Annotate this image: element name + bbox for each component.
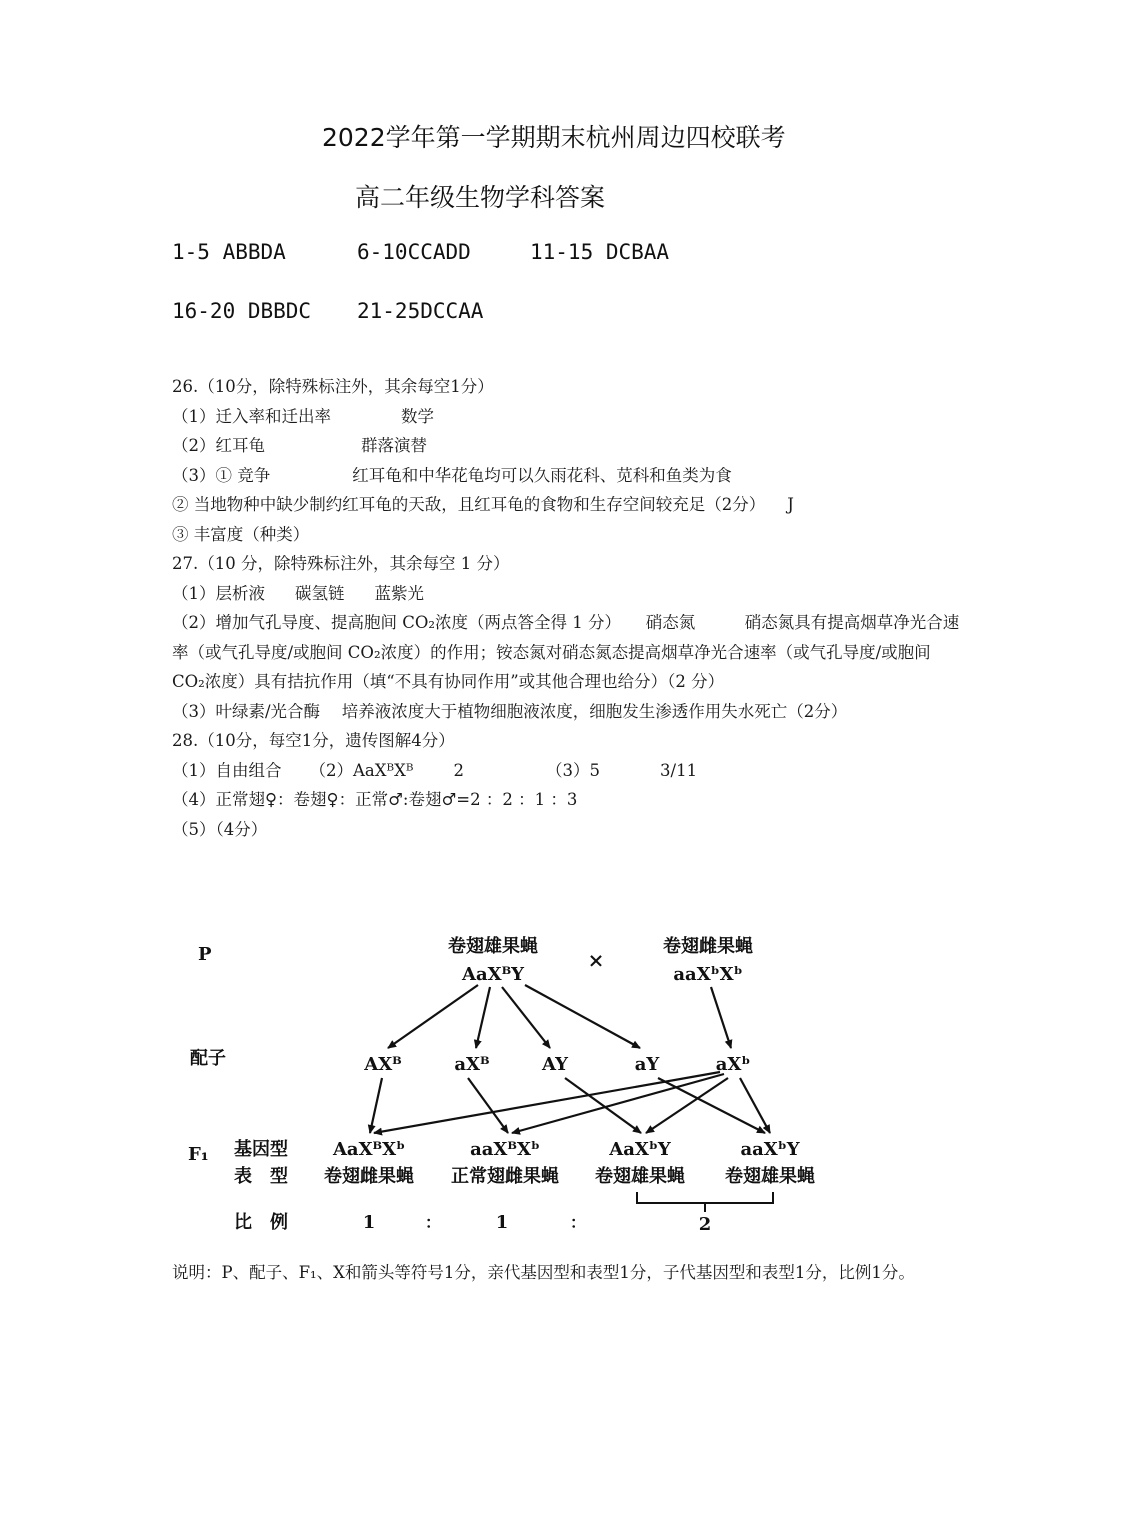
gamete-to-offspring-arrows xyxy=(370,1072,770,1133)
f1-phenotype-1: 卷翅雌果蝇 xyxy=(324,1166,414,1187)
q26-part3-item3: ③ 丰富度（种类） xyxy=(172,524,310,544)
q26-part2-answer-a: （2）红耳龟 xyxy=(172,436,265,455)
q27-part3: （3）叶绿素/光合酶 培养液浓度大于植物细胞液浓度，细胞发生渗透作用失水死亡（2分） xyxy=(172,701,848,721)
row-label-parent: P xyxy=(198,944,212,965)
q28-part2-answer: （2）AaXᴮXᴮ xyxy=(309,760,414,780)
arrow-male-to-AY xyxy=(502,987,550,1048)
arrow-aXB-to-f1-2 xyxy=(468,1078,508,1133)
f1-phenotype-2: 正常翅雌果蝇 xyxy=(451,1166,559,1187)
mc-answers-1-5: 1-5 ABBDA xyxy=(172,240,286,264)
ratio-value-3: 2 xyxy=(698,1214,712,1235)
q27-part1-answer-a: （1）层析液 xyxy=(172,583,265,603)
q26-part2 xyxy=(172,431,962,461)
q26-stray-mark: J xyxy=(787,495,794,514)
row-label-f1: F₁ xyxy=(188,1144,209,1165)
q28-part5: （5）（4分） xyxy=(172,819,268,839)
grading-note: 说明：P、配子、F₁、X和箭头等符号1分，亲代基因型和表型1分，子代基因型和表型1分，比例1分。 xyxy=(172,1263,915,1282)
q27-part1-answer-c: 蓝紫光 xyxy=(374,583,424,603)
ratio-value-2: 1 xyxy=(495,1212,509,1233)
arrow-male-to-aXB xyxy=(476,987,490,1048)
q28-part3-answer: （3）5 xyxy=(546,760,601,780)
exam-subtitle: 高二年级生物学科答案 xyxy=(355,183,606,212)
answer-block xyxy=(172,372,962,844)
q27-header: 27.（10 分，除特殊标注外，其余每空 1 分） xyxy=(172,554,510,573)
cross-symbol: × xyxy=(587,948,605,972)
gamete-AXB: AXᴮ xyxy=(364,1054,402,1075)
label-genotype: 基因型 xyxy=(234,1139,288,1160)
parent-to-gamete-arrows xyxy=(388,985,731,1048)
arrow-aXb-to-f1-3 xyxy=(646,1078,728,1133)
q28-part1-answer: （1）自由组合 xyxy=(172,760,282,780)
label-ratio: 比 例 xyxy=(234,1212,288,1233)
q26-part3 xyxy=(172,461,962,491)
arrow-aXb-to-f1-1 xyxy=(374,1072,720,1133)
mc-answers-21-25: 21-25DCCAA xyxy=(357,299,484,323)
q27-part2: （2）增加气孔导度、提高胞间 CO₂浓度（两点答全得 1 分） 硝态氮 硝态氮具有提高烟草净光合速率（或气孔导度/或胞间 CO₂浓度）的作用；铵态氮对硝态氮态提高烟草净光合速率（或气孔导度/或胞间 CO₂浓度）具有拮抗作用（填“不具有协同作用”或其他合理也给分）（2 分） xyxy=(172,613,960,691)
female-parent-genotype: aaXᵇXᵇ xyxy=(673,964,743,985)
q28-part4: （4）正常翅♀：卷翅♀：正常♂:卷翅♂=2 ：2 ：1 ：3 xyxy=(172,790,578,809)
arrow-male-to-aY xyxy=(525,985,640,1048)
row-label-gamete: 配子 xyxy=(190,1048,226,1069)
male-parent-genotype: AaXᴮY xyxy=(461,964,525,985)
q27-part1 xyxy=(172,579,962,609)
arrow-AXB-to-f1-1 xyxy=(370,1078,382,1133)
arrow-female-to-aXb xyxy=(711,987,731,1048)
arrow-aY-to-f1-4 xyxy=(658,1078,765,1133)
q26-part3-answer-c: ② 当地物种中缺少制约红耳龟的天敌，且红耳龟的食物和生存空间较充足（2分） xyxy=(172,495,766,514)
mc-answers-16-20: 16-20 DBBDC xyxy=(172,299,312,323)
arrow-AY-to-f1-3 xyxy=(565,1078,641,1133)
f1-genotype-1: AaXᴮXᵇ xyxy=(332,1139,406,1160)
f1-genotype-3: AaXᵇY xyxy=(609,1139,671,1160)
q26-part1 xyxy=(172,402,962,432)
q26-part3-answer-a: （3）① 竞争 xyxy=(172,465,271,485)
ratio-separator-1: ： xyxy=(424,1213,442,1232)
mc-answers-11-15: 11-15 DCBAA xyxy=(530,240,670,264)
q27-part1-answer-b: 碳氢链 xyxy=(295,583,345,603)
q26-header: 26.（10分，除特殊标注外，其余每空1分） xyxy=(172,377,494,396)
q26-part1-answer-a: （1）迁入率和迁出率 xyxy=(172,406,331,426)
gamete-aXB: aXᴮ xyxy=(454,1054,490,1075)
label-phenotype: 表 型 xyxy=(234,1166,288,1187)
f1-phenotype-3: 卷翅雄果蝇 xyxy=(595,1166,685,1187)
q28-part3-answer-b: 3/11 xyxy=(660,760,698,780)
f1-genotype-4: aaXᵇY xyxy=(740,1139,800,1160)
gamete-aXb: aXᵇ xyxy=(715,1054,751,1075)
q28-header: 28.（10分，每空1分，遗传图解4分） xyxy=(172,731,455,750)
ratio-bracket xyxy=(637,1192,773,1212)
ratio-separator-2: ： xyxy=(569,1213,587,1232)
gamete-AY: AY xyxy=(542,1054,568,1075)
q26-part3-answer-b: 红耳龟和中华花龟均可以久雨花科、苋科和鱼类为食 xyxy=(352,465,732,485)
q28-part2-answer-b: 2 xyxy=(453,760,465,780)
q26-part3-item2 xyxy=(172,490,962,520)
f1-phenotype-4: 卷翅雄果蝇 xyxy=(725,1166,815,1187)
mc-answers-6-10: 6-10CCADD xyxy=(357,240,471,264)
ratio-value-1: 1 xyxy=(362,1212,376,1233)
q26-part1-answer-b: 数学 xyxy=(401,406,434,426)
exam-title: 2022学年第一学期期末杭州周边四校联考 xyxy=(322,123,786,152)
female-parent-phenotype: 卷翅雌果蝇 xyxy=(663,936,753,957)
arrow-male-to-AXB xyxy=(388,985,478,1048)
q28-parts123 xyxy=(172,756,962,786)
arrow-aXb-to-f1-4 xyxy=(740,1078,770,1133)
gamete-aY: aY xyxy=(634,1054,660,1075)
q26-part2-answer-b: 群落演替 xyxy=(361,436,427,455)
f1-genotype-2: aaXᴮXᵇ xyxy=(470,1139,540,1160)
arrow-aXb-to-f1-2 xyxy=(512,1074,724,1133)
male-parent-phenotype: 卷翅雄果蝇 xyxy=(448,936,538,957)
